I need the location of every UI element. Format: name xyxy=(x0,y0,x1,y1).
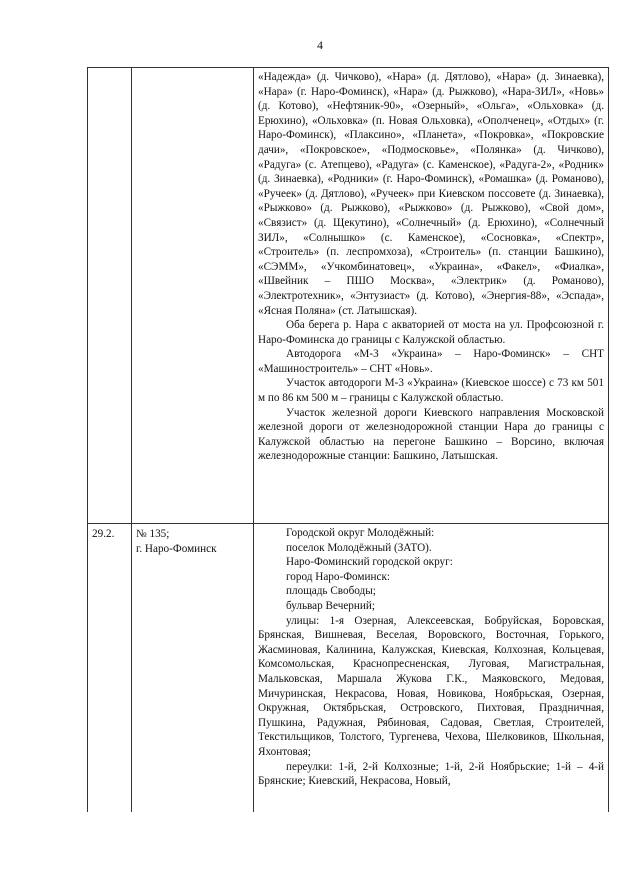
table-row xyxy=(88,68,609,524)
row-number-cell xyxy=(88,68,132,524)
district-cell xyxy=(132,524,254,812)
heading-line: площадь Свободы; xyxy=(286,585,376,598)
row-number-cell: 29.2. xyxy=(88,524,132,812)
district-cell xyxy=(132,68,254,524)
districts-table xyxy=(87,67,609,812)
streets-paragraph: улицы: 1-я Озерная, Алексеевская, Бобруйская, Боровская, Брянская, Вишневая, Веселая, Воровского, Восточная, Горького, Жасминовая, Калинина, Калужская, Киевская, Колхозная, Кольцевая, Комсомольская, Краснопресненская, Луговая, Магистральная, Мальковская, Маршала Жукова Г.К., Маяковского, Медовая, Мичуринская, Некрасова, Новая, Новикова, Ноябрьская, Озерная, Окружная, Октябрьская, Островского, Пихтовая, Праздничная, Пушкина, Радужная, Рябиновая, Садовая, Светлая, Строителей, Текстильщиков, Толстого, Тургенева, Чехова, Шелковиков, Школьная, Яхонтовая; xyxy=(258,614,604,758)
railway-section-paragraph: Участок железной дороги Киевского направления Московской железной дороги от железнодорожной станции Нара до границы с Калужской областью на перегоне Башкино – Ворсино, включая железнодорожные станции: Башкино, Латышская. xyxy=(258,406,604,463)
nara-river-paragraph: Оба берега р. Нара с акваторией от моста на ул. Профсоюзной г. Наро-Фоминска до границы с Калужской областью. xyxy=(258,319,604,346)
m3-road-section-paragraph: Участок автодороги М-3 «Украина» (Киевское шоссе) с 73 км 501 м по 86 км 500 м – границы с Калужской областью. xyxy=(258,377,604,405)
territory-description-cell xyxy=(254,68,609,524)
heading-line: поселок Молодёжный (ЗАТО). xyxy=(286,541,432,554)
heading-line: бульвар Вечерний; xyxy=(286,599,375,612)
highway-paragraph: Автодорога «М-3 «Украина» – Наро-Фоминск» – СНТ «Машиностроитель» – СНТ «Новь». xyxy=(258,348,604,375)
heading-line: город Наро-Фоминск: xyxy=(286,570,390,583)
district-number: № 135; г. Наро-Фоминск xyxy=(136,528,217,555)
snt-list-paragraph: «Надежда» (д. Чичково), «Нара» (д. Дятлово), «Нара» (д. Зинаевка), «Нара» (г. Наро-Фоминск), «Нара» (д. Рыжково), «Нара-ЗИЛ», «Новь» (д. Котово), «Нефтяник-90», «Озерный», «Ольга», «Ольховка» (д. Ерюхино), «Ольховка» (п. Новая Ольховка), «Ополченец», «Отдых» (г. Наро-Фоминск), «Плаксино», «Планета», «Покровка», «Покровские дачи», «Покровское», «Подмосковье», «Полянка» (д. Чичково), «Радуга» (с. Атепцево), «Радуга» (с. Каменское), «Радуга-2», «Родник» (д. Зинаевка), «Родники» (г. Наро-Фоминск), «Ромашка» (д. Романово), «Ручеек» (д. Дятлово), «Ручеек» при Киевском поссовете (д. Зинаевка), «Рыжково» (д. Рыжково), «Рыжково» (д. Рыжково), «Свой дом», «Связист» (д. Щекутино), «Солнечный» (д. Ерюхино), «Солнечный ЗИЛ», «Солнышко» (с. Каменское), «Сосновка», «Спектр», «Строитель» (п. леспромхоза), «Строитель» (п. станции Башкино), «СЭММ», «Учкомбинатовец», «Украина», «Факел», «Фиалка», «Швейник – ПШО Москва», «Электрик» (д. Романово), «Электротехник», «Энтузиаст» (д. Котово), «Энергия-88», «Эспада», «Ясная Поляна» (ст. Латышская). xyxy=(258,71,604,317)
heading-line: Наро-Фоминский городской округ: xyxy=(286,556,453,569)
table-row xyxy=(88,524,609,812)
territory-description-cell xyxy=(254,524,609,812)
lanes-paragraph: переулки: 1-й, 2-й Колхозные; 1-й, 2-й Ноябрьские; 1-й – 4-й Брянские; Киевский, Некрасова, Новый, xyxy=(258,760,604,788)
page-number: 4 xyxy=(317,38,323,52)
heading-line: Городской округ Молодёжный: xyxy=(286,527,435,539)
